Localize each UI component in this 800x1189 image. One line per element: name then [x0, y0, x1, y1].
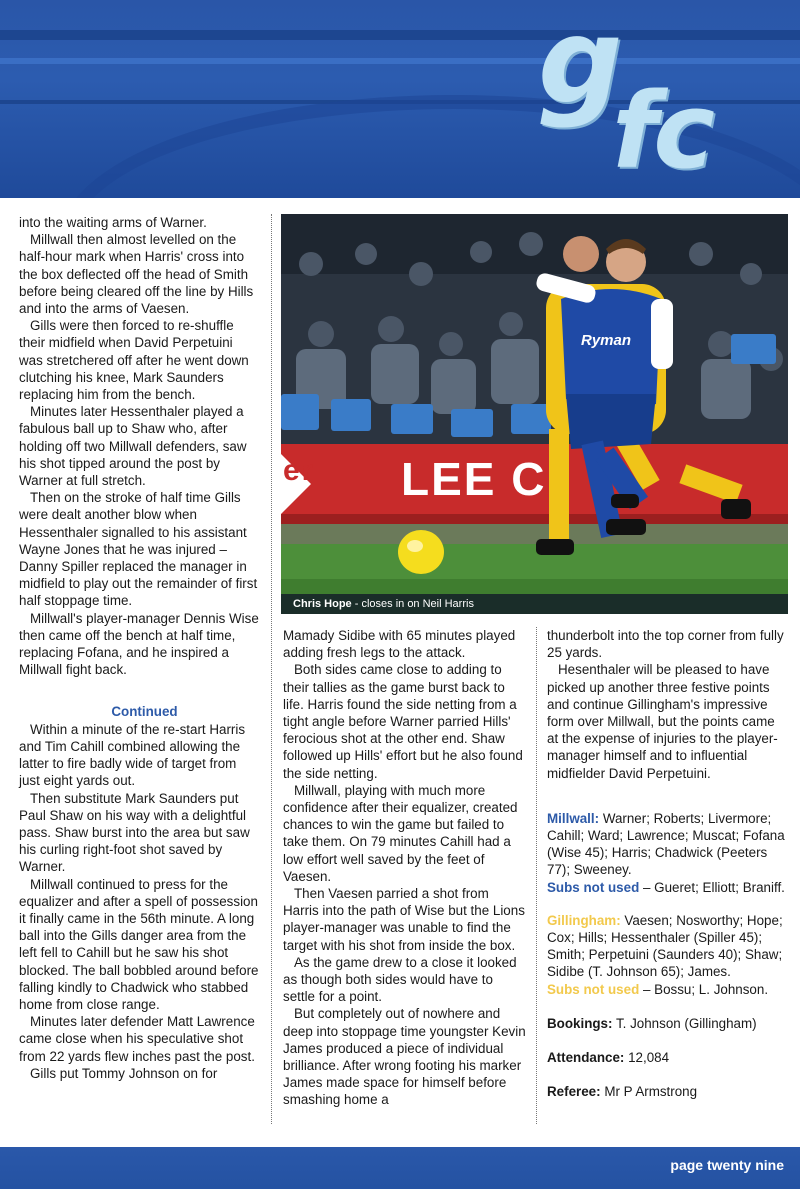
- gillingham-subs-list: – Bossu; L. Johnson.: [639, 981, 769, 997]
- paragraph: Within a minute of the re-start Harris and Tim Cahill combined allowing the latter to fire badly wide of target from just eight yards out.: [19, 721, 246, 789]
- gillingham-subs-label: Subs not used: [547, 981, 640, 997]
- stadium-banner: [281, 446, 788, 512]
- photo-caption: [281, 594, 788, 614]
- gillingham-lineup: [547, 912, 789, 981]
- header-banner: [0, 0, 800, 198]
- millwall-label: Millwall:: [547, 810, 600, 826]
- referee-value: Mr P Armstrong: [600, 1084, 698, 1100]
- paragraph: Both sides came close to adding to their tallies as the game burst back to life. Harris found the side netting from a tight angle before Warner parried Hills' ferocious shot at the other end. Shaw followed up Hills' effort but he also found the side netting.: [283, 662, 523, 781]
- paragraph: Mamady Sidibe with 65 minutes played adding fresh legs to the attack.: [283, 628, 516, 661]
- gillingham-team: Vaesen; Nosworthy; Hope; Cox; Hills; Hessenthaler (Spiller 45); Smith; Perpetuini (Saunders 40); Shaw; Sidibe (T. Johnson 65); James.: [547, 912, 783, 980]
- page-number: page twenty nine: [670, 1157, 784, 1173]
- bookings-label: Bookings:: [547, 1015, 613, 1031]
- gillingham-subs: [547, 981, 789, 998]
- column-divider: [271, 214, 272, 1124]
- paragraph: Then substitute Mark Saunders put Paul Shaw on his way with a delightful pass. Shaw burst into the area but saw his curling right-foot shot saved by Warner.: [19, 790, 250, 875]
- column-divider: [536, 627, 537, 1124]
- referee: [547, 1083, 789, 1100]
- banner-text: LEE C: [401, 453, 547, 505]
- millwall-subs-label: Subs not used: [547, 879, 640, 895]
- article-column-1: [19, 214, 259, 1082]
- paragraph: Gills put Tommy Johnson on for: [30, 1065, 218, 1081]
- paragraph: Then on the stroke of half time Gills were dealt another blow when Hessenthaler signalled to his assistant Wayne Jones that he was injured – Danny Spiller replaced the manager in midfield to play out the remainder of first half stoppage time.: [19, 490, 258, 609]
- gillingham-label: Gillingham:: [547, 912, 621, 928]
- millwall-subs-list: – Gueret; Elliott; Braniff.: [639, 879, 785, 895]
- gfc-logo: [520, 0, 800, 192]
- paragraph: Millwall then almost levelled on the half-hour mark when Harris' cross into the box deflected off the head of Smith before being cleared off the line by Hills and into the arms of Vaesen.: [19, 232, 254, 317]
- paragraph: As the game drew to a close it looked as though both sides would have to settle for a point.: [283, 954, 517, 1005]
- section-subhead: Continued: [111, 704, 178, 720]
- logo-letter-g: g: [538, 0, 623, 130]
- article-column-2: [283, 627, 526, 1109]
- millwall-lineup: [547, 810, 789, 879]
- banner-text-left: er: [283, 454, 316, 487]
- attendance-label: Attendance:: [547, 1050, 625, 1066]
- millwall-subs: [547, 879, 789, 896]
- match-photo: [281, 214, 788, 614]
- paragraph: But completely out of nowhere and deep into stoppage time youngster Kevin James produced a piece of individual brilliance. After wrong footing his marker James made space for himself before smashing home a: [283, 1006, 526, 1108]
- attendance: [547, 1049, 789, 1066]
- paragraph: Millwall continued to press for the equalizer and after a spell of possession it finally came in the 56th minute. A long ball into the Gills danger area from the left fell to Cahill but he saw his shot blocked. The ball bobbled around before falling kindly to Chadwick who stabbed home from close range.: [19, 876, 259, 1012]
- caption-name: Chris Hope: [293, 598, 352, 610]
- attendance-value: 12,084: [624, 1050, 670, 1066]
- paragraph: Then Vaesen parried a shot from Harris into the path of Wise but the Lions player-manager was unable to find the target with his shot from inside the box.: [283, 886, 525, 953]
- shirt-sponsor: Ryman: [581, 332, 632, 349]
- paragraph: Millwall, playing with much more confidence after their equalizer, created chances to win the game but failed to take them. On 79 minutes Cahill had a low effort well saved by the feet of Vaesen.: [283, 782, 518, 884]
- paragraph: Hesenthaler will be pleased to have picked up another three festive points and continue Gillingham's impressive form over Millwall, but the points came at the expense of injuries to the player-manager himself and to influential midfielder David Perpetuini.: [547, 662, 778, 781]
- paragraph: Millwall's player-manager Dennis Wise then came off the bench at half time, replacing Fofana, and he inspired a Millwall fight back.: [19, 610, 259, 678]
- paragraph: Minutes later Hessenthaler played a fabulous ball up to Shaw who, after holding off two Millwall defenders, saw his shot tipped around the post by Warner at full stretch.: [19, 404, 247, 489]
- paragraph: thunderbolt into the top corner from fully 25 yards.: [547, 628, 784, 661]
- bookings-value: T. Johnson (Gillingham): [612, 1015, 757, 1031]
- paragraph: Gills were then forced to re-shuffle their midfield when David Perpetuini was stretchered off after he went down clutching his knee, Mark Saunders replacing him from the bench.: [19, 318, 249, 403]
- footer-bar: [0, 1147, 800, 1189]
- logo-letters-fc: fc: [612, 70, 711, 192]
- paragraph: Minutes later defender Matt Lawrence came close when his speculative shot from 22 yards flew inches past the post.: [19, 1014, 255, 1064]
- paragraph: into the waiting arms of Warner.: [19, 215, 207, 230]
- bookings: [547, 1015, 789, 1032]
- article-column-3: [547, 627, 789, 1100]
- referee-label: Referee:: [547, 1084, 601, 1100]
- caption-text: - closes in on Neil Harris: [351, 598, 474, 610]
- millwall-team: Warner; Roberts; Livermore; Cahill; Ward; Lawrence; Muscat; Fofana (Wise 45); Harris; Chadwick (Peeters 77); Sweeney.: [547, 810, 785, 878]
